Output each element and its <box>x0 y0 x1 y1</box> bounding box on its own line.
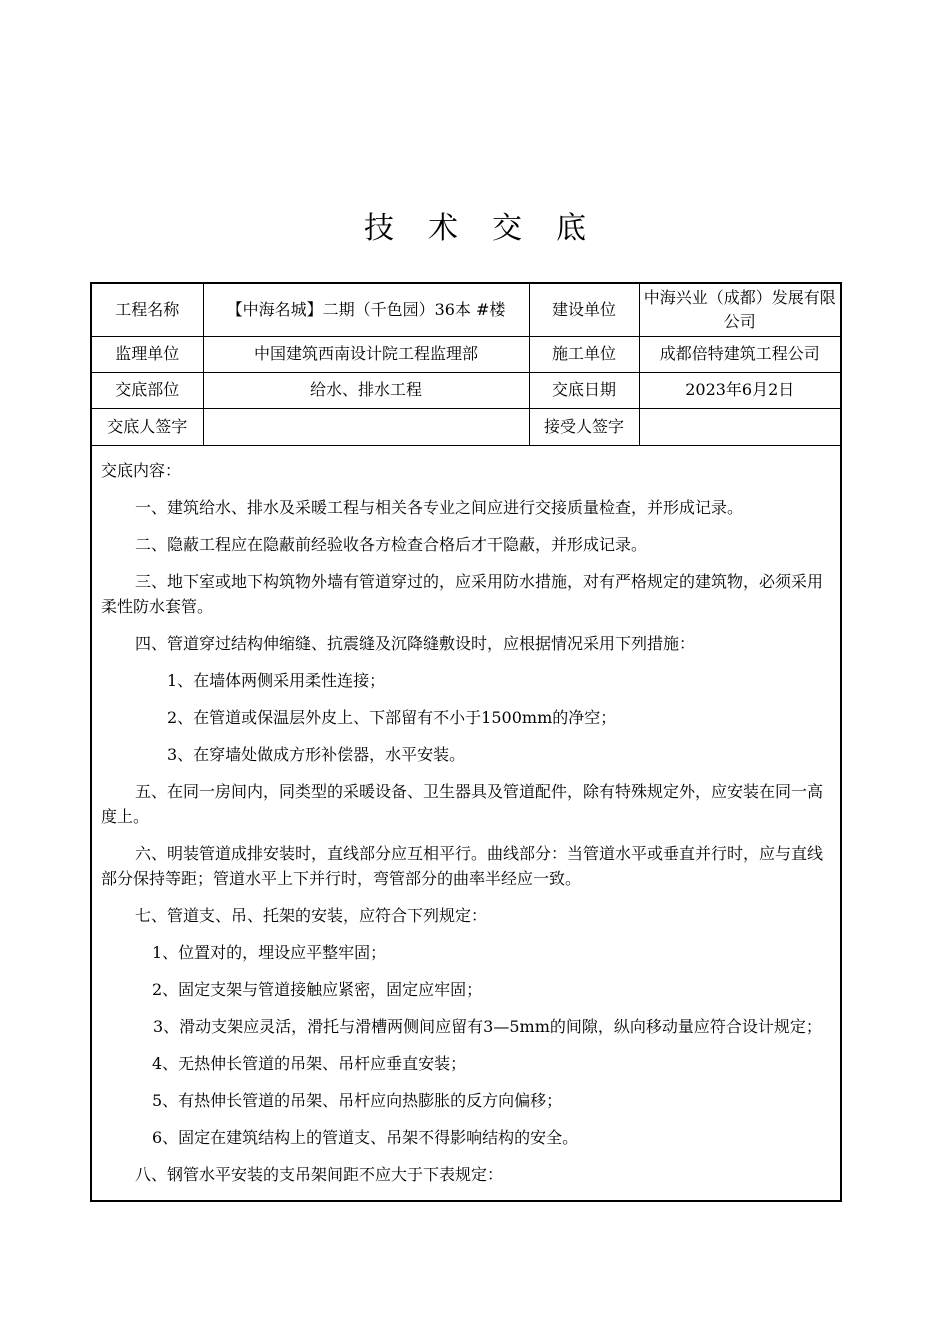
content-heading: 交底内容： <box>101 460 182 480</box>
paragraph-7: 七、管道支、吊、托架的安装，应符合下列规定： <box>135 905 488 925</box>
paragraph-5: 五、在同一房间内，同类型的采暖设备、卫生器具及管道配件，除有特殊规定外，应安装在同一高度上。 <box>101 781 824 826</box>
paragraph-4: 四、管道穿过结构伸缩缝、抗震缝及沉降缝敷设时，应根据情况采用下列措施： <box>135 633 696 653</box>
table-row <box>92 336 840 372</box>
part-value: 给水、排水工程 <box>203 372 529 408</box>
title-char: 交 <box>492 211 522 246</box>
date-value: 2023年6月2日 <box>639 372 840 408</box>
paragraph-4-item-3: 3、在穿墙处做成方形补偿器，水平安装。 <box>167 744 466 764</box>
contractor-value: 成都倍特建筑工程公司 <box>639 336 840 372</box>
paragraph-4-item-1: 1、在墙体两侧采用柔性连接； <box>167 670 386 690</box>
owner-label: 建设单位 <box>529 284 639 336</box>
contractor-label: 施工单位 <box>529 336 639 372</box>
paragraph-7-item-4: 4、无热伸长管道的吊架、吊杆应垂直安装； <box>152 1053 467 1073</box>
table-row <box>92 408 840 445</box>
project-name-value: 【中海名城】二期（千色园）36本 #楼 <box>203 284 529 336</box>
owner-value: 中海兴业（成都）发展有限公司 <box>639 284 840 336</box>
title-char: 底 <box>556 211 586 246</box>
table-row <box>92 284 840 336</box>
info-table <box>92 284 840 446</box>
paragraph-4-item-2: 2、在管道或保温层外皮上、下部留有不小于1500mm的净空； <box>167 707 617 727</box>
paragraph-7-item-6: 6、固定在建筑结构上的管道支、吊架不得影响结构的安全。 <box>152 1127 579 1147</box>
supervisor-value: 中国建筑西南设计院工程监理部 <box>203 336 529 372</box>
receiver-sign-field <box>639 408 840 445</box>
giver-sign-field <box>203 408 529 445</box>
giver-sign-label: 交底人签字 <box>92 408 203 445</box>
receiver-sign-label: 接受人签字 <box>529 408 639 445</box>
paragraph-3: 三、地下室或地下构筑物外墙有管道穿过的，应采用防水措施，对有严格规定的建筑物，必须采用柔性防水套管。 <box>101 571 824 616</box>
part-label: 交底部位 <box>92 372 203 408</box>
document-title <box>0 206 950 252</box>
supervisor-label: 监理单位 <box>92 336 203 372</box>
paragraph-7-item-3: 3、滑动支架应灵活，滑托与滑槽两侧间应留有3—5mm的间隙，纵向移动量应符合设计规定； <box>153 1016 822 1036</box>
title-char: 技 <box>364 211 394 246</box>
paragraph-7-item-5: 5、有热伸长管道的吊架、吊杆应向热膨胀的反方向偏移； <box>152 1090 563 1110</box>
paragraph-7-item-2: 2、固定支架与管道接触应紧密，固定应牢固； <box>152 979 483 999</box>
paragraph-8: 八、钢管水平安装的支吊架间距不应大于下表规定： <box>135 1164 504 1184</box>
disclosure-content <box>92 446 840 1187</box>
paragraph-7-item-1: 1、位置对的，埋设应平整牢固； <box>152 942 387 962</box>
title-char: 术 <box>428 211 458 246</box>
paragraph-2: 二、隐蔽工程应在隐蔽前经验收各方检查合格后才干隐蔽，并形成记录。 <box>135 534 648 554</box>
disclosure-form <box>90 282 842 1202</box>
project-name-label: 工程名称 <box>92 284 203 336</box>
paragraph-6: 六、明装管道成排安装时，直线部分应互相平行。曲线部分：当管道水平或垂直并行时，应与直线部分保持等距；管道水平上下并行时，弯管部分的曲率半经应一致。 <box>101 843 824 888</box>
paragraph-1: 一、建筑给水、排水及采暖工程与相关各专业之间应进行交接质量检查，并形成记录。 <box>135 497 744 517</box>
table-row <box>92 372 840 408</box>
date-label: 交底日期 <box>529 372 639 408</box>
